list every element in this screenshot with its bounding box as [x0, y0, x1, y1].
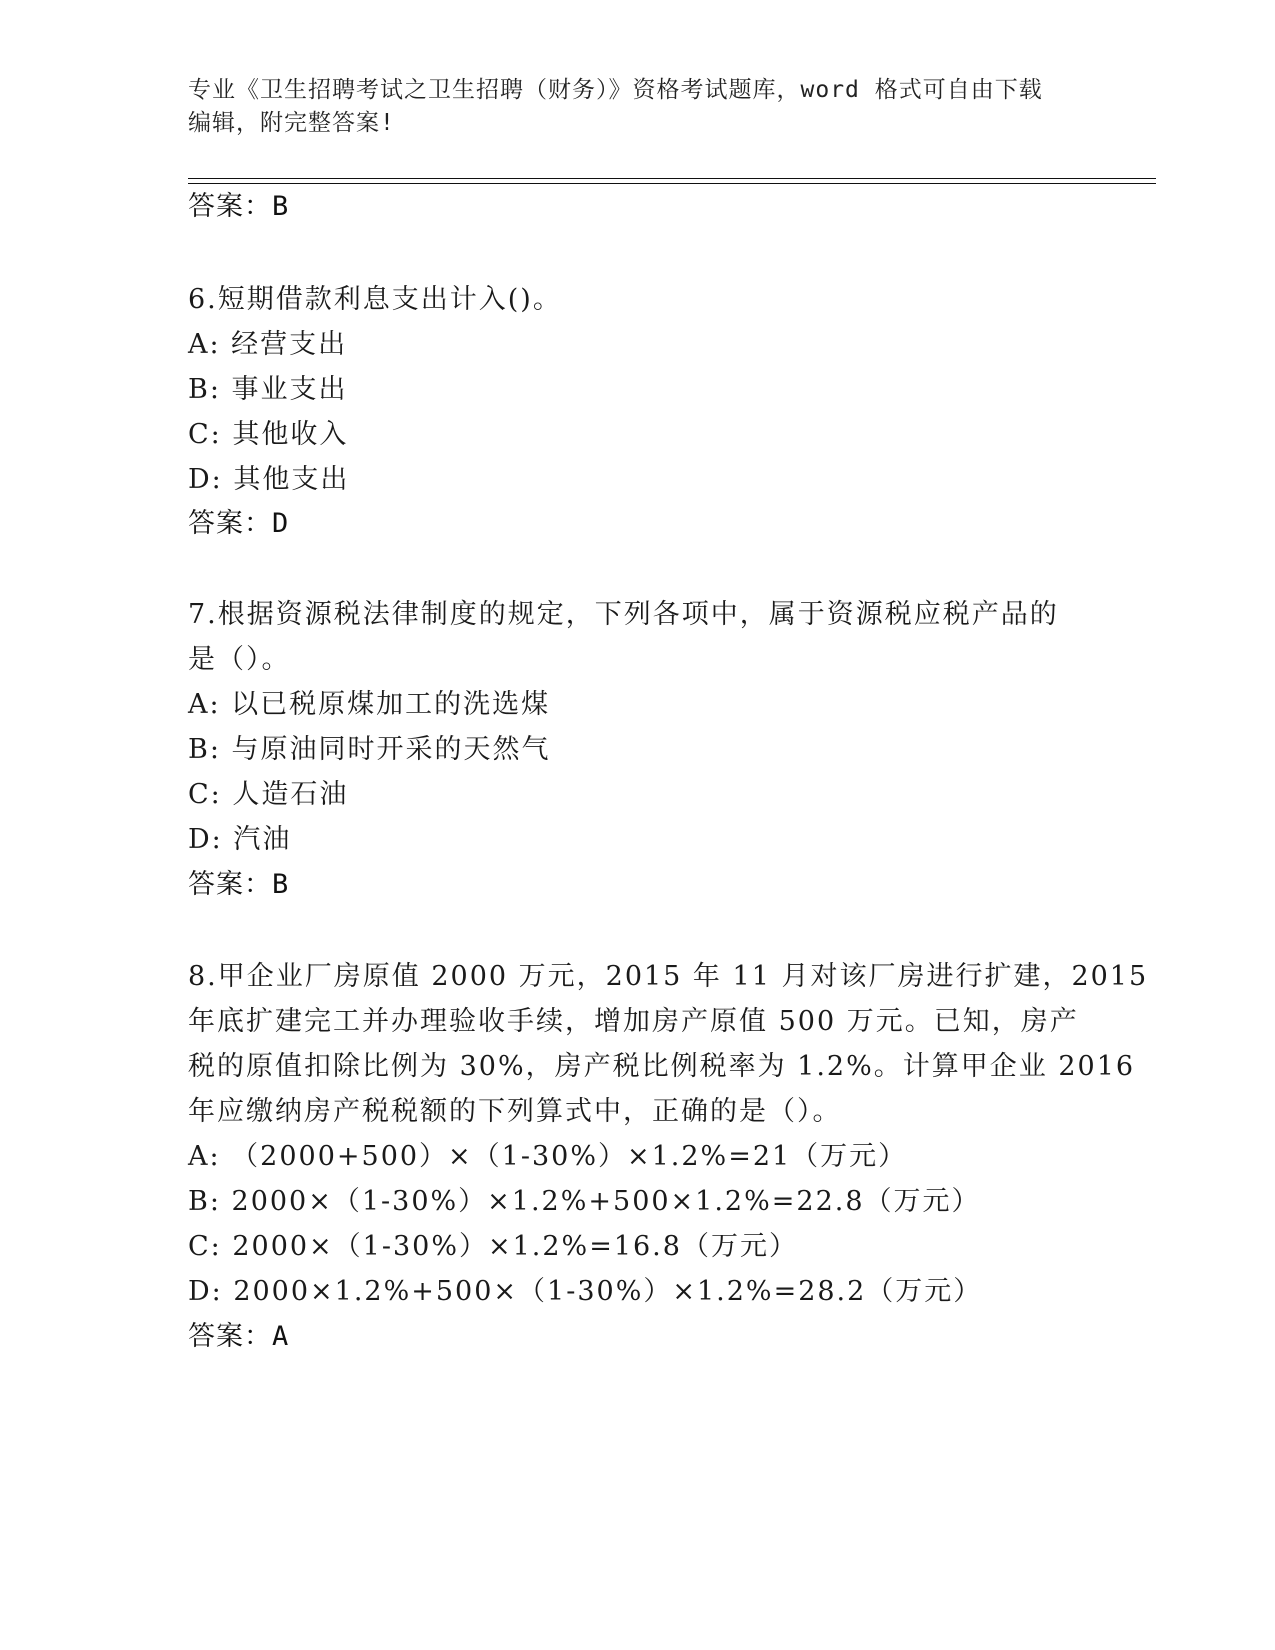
- q8-stem-line-2: 年底扩建完工并办理验收手续，增加房产原值 500 万元。已知，房产: [188, 1006, 1079, 1037]
- q7-option-b: B: 与原油同时开采的天然气: [188, 734, 551, 765]
- q8-option-c: C: 2000×（1-30%）×1.2%=16.8（万元）: [188, 1231, 798, 1262]
- q7-option-a: A: 以已税原煤加工的洗选煤: [188, 689, 551, 720]
- q6-option-d: D: 其他支出: [188, 464, 350, 495]
- q8-stem-line-3: 税的原值扣除比例为 30%，房产税比例税率为 1.2%。计算甲企业 2016: [188, 1051, 1136, 1082]
- q7-answer: 答案：B: [188, 869, 290, 900]
- previous-answer: 答案：B: [188, 191, 290, 222]
- q6-stem: 6.短期借款利息支出计入()。: [188, 284, 562, 315]
- document-header: [188, 74, 1068, 140]
- q6-option-b: B: 事业支出: [188, 374, 348, 405]
- q7-option-c: C: 人造石油: [188, 779, 349, 810]
- q7-option-d: D: 汽油: [188, 824, 292, 855]
- q8-stem-line-4: 年应缴纳房产税税额的下列算式中，正确的是（）。: [188, 1096, 842, 1127]
- q8-option-b: B: 2000×（1-30%）×1.2%+500×1.2%=22.8（万元）: [188, 1186, 981, 1217]
- q7-stem-line-2: 是（）。: [188, 644, 291, 675]
- header-divider-bottom: [188, 183, 1156, 184]
- q8-stem-line-1: 8.甲企业厂房原值 2000 万元，2015 年 11 月对该厂房进行扩建，2015: [188, 961, 1149, 992]
- q8-option-a: A: （2000+500）×（1-30%）×1.2%=21（万元）: [188, 1141, 908, 1172]
- q6-answer: 答案：D: [188, 508, 290, 539]
- header-line-2: 编辑，附完整答案!: [188, 110, 395, 136]
- q6-option-a: A: 经营支出: [188, 329, 348, 360]
- header-line-1: 专业《卫生招聘考试之卫生招聘（财务）》资格考试题库，word 格式可自由下载: [188, 77, 1043, 103]
- q6-option-c: C: 其他收入: [188, 419, 349, 450]
- q8-option-d: D: 2000×1.2%+500×（1-30%）×1.2%=28.2（万元）: [188, 1276, 983, 1307]
- q8-answer: 答案：A: [188, 1321, 290, 1352]
- q7-stem-line-1: 7.根据资源税法律制度的规定，下列各项中，属于资源税应税产品的: [188, 599, 1059, 630]
- header-divider-top: [188, 178, 1156, 179]
